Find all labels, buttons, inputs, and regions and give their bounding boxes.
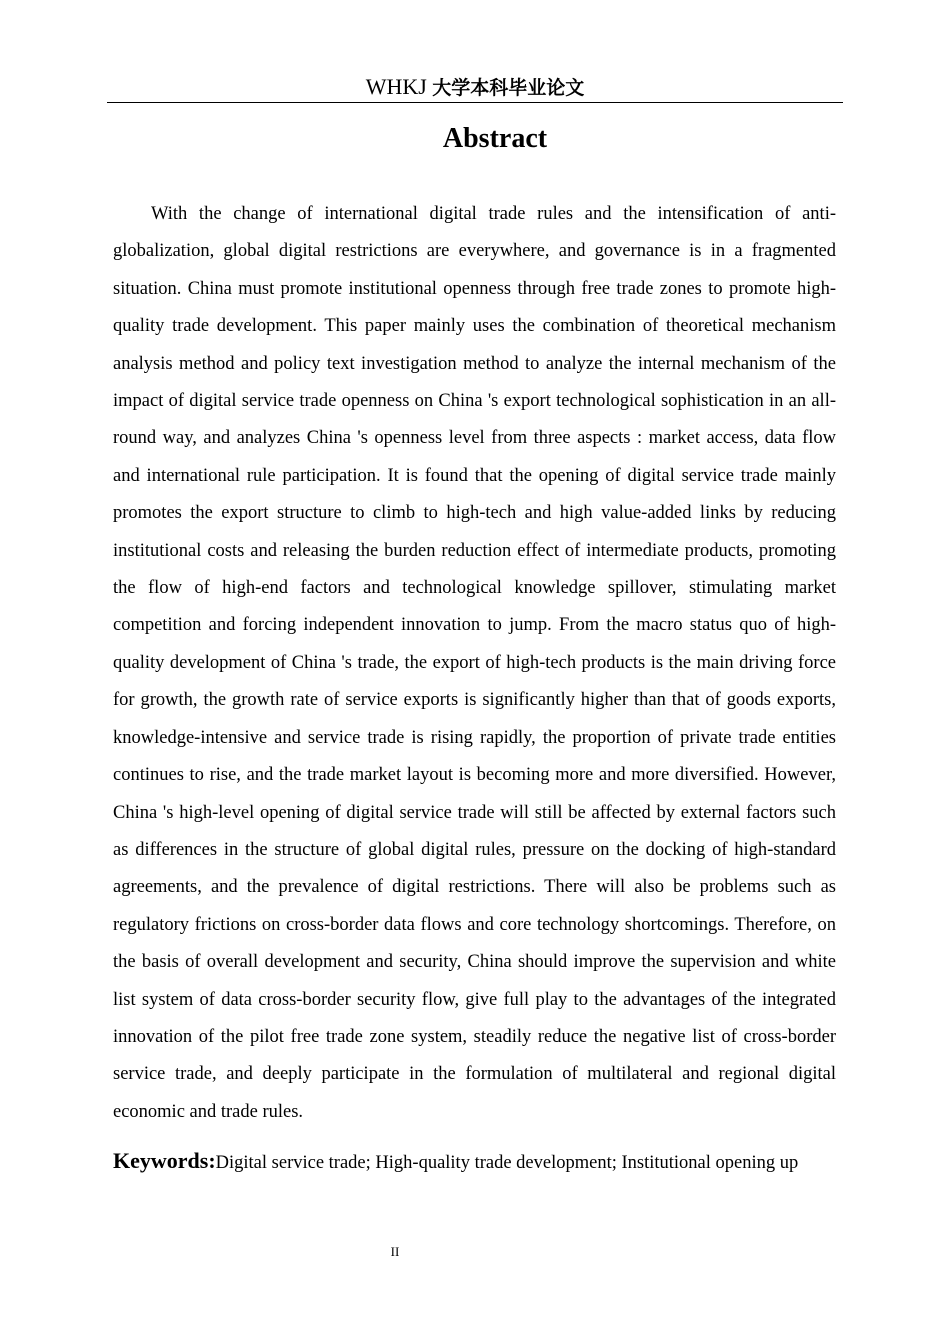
keywords-text: Digital service trade; High-quality trade development; Institutional opening up	[215, 1153, 799, 1173]
header-chinese: 大学本科毕业论文	[432, 77, 585, 99]
running-header	[107, 72, 843, 103]
keywords-line	[113, 1140, 825, 1184]
abstract-paragraph: With the change of international digital trade rules and the intensification of anti-globalization, global digital restrictions are everywhere, and governance is in a fragmented situation. China must promote institutional openness through free trade zones to promote high-quality trade development. This paper mainly uses the combination of theoretical mechanism analysis method and policy text investigation method to analyze the internal mechanism of the impact of digital service trade openness on China 's export technological sophistication in an all-round way, and analyzes China 's openness level from three aspects : market access, data flow and international rule participation. It is found that the opening of digital service trade mainly promotes the export structure to climb to high-tech and high value-added links by reducing institutional costs and releasing the burden reduction effect of intermediate products, promoting the flow of high-end factors and technological knowledge spillover, stimulating market competition and forcing independent innovation to jump. From the macro status quo of high-quality development of China 's trade, the export of high-tech products is the main driving force for growth, the growth rate of service exports is significantly higher than that of goods exports, knowledge-intensive and service trade is rising rapidly, the proportion of private trade entities continues to rise, and the trade market layout is becoming more and more diversified. However, China 's high-level opening of digital service trade will still be affected by external factors such as differences in the structure of global digital rules, pressure on the docking of high-standard agreements, and the prevalence of digital restrictions. There will also be problems such as regulatory frictions on cross-border data flows and core technology shortcomings. Therefore, on the basis of overall development and security, China should improve the supervision and white list system of data cross-border security flow, give full play to the advantages of the integrated innovation of the pilot free trade zone system, steadily reduce the negative list of cross-border service trade, and deeply participate in the formulation of multilateral and regional digital economic and trade rules.	[113, 204, 836, 1122]
keywords-label: Keywords:	[113, 1148, 216, 1173]
header-latin: WHKJ	[365, 74, 427, 99]
page-number: II	[390, 1244, 400, 1259]
abstract-title: Abstract	[442, 123, 548, 154]
